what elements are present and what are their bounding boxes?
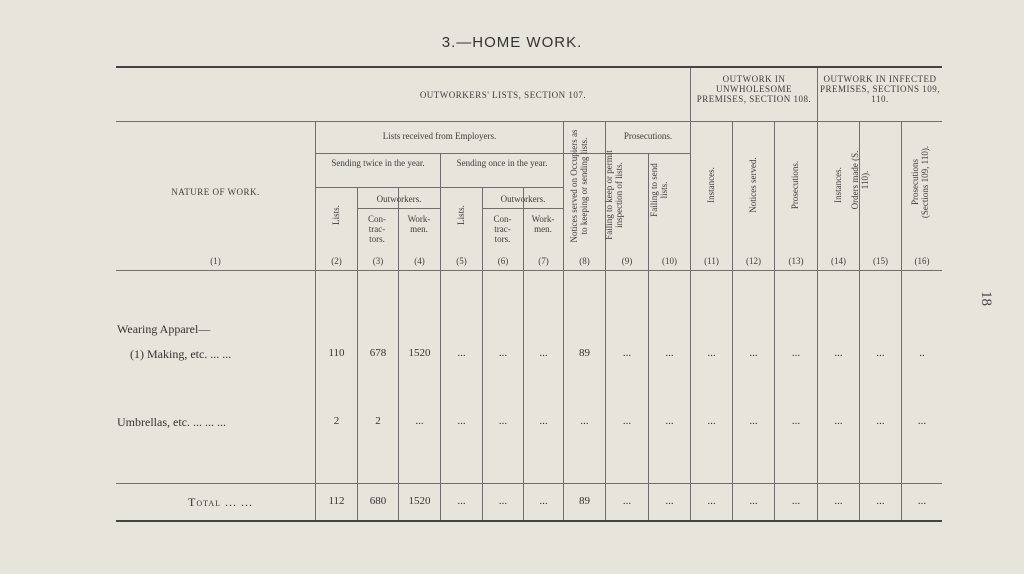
- subhead-line: [357, 208, 440, 209]
- table-cell: ...: [580, 415, 589, 427]
- column-number: (10): [662, 256, 677, 266]
- table-cell: ...: [876, 347, 885, 359]
- header-outworkers: Outworkers.: [376, 194, 422, 204]
- table-cell: 1520: [408, 495, 431, 507]
- table-cell: ...: [622, 495, 632, 507]
- divider: [901, 121, 902, 520]
- table-cell: ...: [665, 415, 674, 427]
- table-cell: ...: [791, 495, 801, 507]
- group-line: [116, 121, 942, 122]
- header-instances: Instances.: [833, 167, 843, 203]
- table-cell: 1520: [408, 347, 431, 359]
- column-number: (12): [746, 256, 761, 266]
- header-failing-send: Failing to send lists.: [649, 163, 669, 217]
- table-cell: ...: [749, 495, 758, 507]
- divider: [732, 121, 733, 520]
- header-lists: Lists.: [331, 205, 341, 225]
- table-cell: ...: [665, 495, 674, 507]
- header-instances: Instances.: [706, 167, 716, 203]
- divider: [440, 153, 441, 520]
- column-number: (15): [873, 256, 888, 266]
- table-cell: ...: [791, 415, 801, 427]
- table-cell: ...: [498, 347, 508, 359]
- row-label: Umbrellas, etc. ... ... ...: [117, 415, 226, 429]
- header-notices-served: Notices served.: [748, 157, 758, 213]
- column-number: (14): [831, 256, 846, 266]
- header-nature-of-work: NATURE OF WORK.: [171, 187, 260, 197]
- table-cell: ..: [919, 347, 925, 359]
- table-cell: 680: [369, 495, 387, 507]
- table-cell: 2: [333, 415, 340, 427]
- subhead-line: [482, 208, 563, 209]
- header-failing-keep: Failing to keep or permit inspection of lists.: [604, 150, 624, 240]
- table-cell: ...: [707, 415, 716, 427]
- table-cell: 678: [369, 347, 387, 359]
- column-number: (3): [372, 256, 384, 266]
- subhead-line: [315, 187, 563, 188]
- header-sending-twice: Sending twice in the year.: [331, 158, 425, 168]
- table-cell: ...: [876, 495, 885, 507]
- header-lists-received: Lists received from Employers.: [382, 131, 497, 141]
- header-lists: Lists.: [456, 205, 466, 225]
- header-notices-occupiers: Notices served on Occupiers as to keeping or sending lists.: [569, 129, 589, 243]
- table-cell: ...: [498, 415, 508, 427]
- table-cell: ...: [539, 495, 548, 507]
- table-cell: ...: [457, 415, 466, 427]
- column-number: (7): [538, 256, 549, 266]
- table-cell: 2: [375, 415, 381, 427]
- table-cell: ...: [622, 415, 632, 427]
- divider: [315, 121, 316, 520]
- total-line: [116, 483, 942, 484]
- column-number: (11): [704, 256, 719, 266]
- table-cell: ...: [834, 495, 843, 507]
- table-cell: ...: [622, 347, 632, 359]
- divider: [774, 121, 775, 520]
- header-prosecutions-col: Prosecutions.: [790, 160, 800, 210]
- header-orders-made: Orders made (S. 110).: [850, 150, 870, 210]
- table-cell: ...: [415, 415, 424, 427]
- header-contractors: Con- trac- tors.: [368, 214, 386, 244]
- column-number: (6): [497, 256, 509, 266]
- table-cell: ...: [749, 415, 758, 427]
- header-prosecutions-sections: Prosecutions (Sections 109, 110).: [910, 145, 930, 219]
- page-number: 18: [978, 291, 994, 306]
- table-cell: 89: [579, 495, 590, 507]
- table-cell: ...: [539, 415, 548, 427]
- top-rule: [116, 66, 942, 68]
- bottom-rule: [116, 520, 942, 522]
- row-label: Wearing Apparel—: [117, 322, 211, 336]
- table-cell: ...: [498, 495, 508, 507]
- column-number: (4): [414, 256, 425, 266]
- header-bottom-line: [116, 270, 942, 271]
- header-workmen: Work- men.: [407, 214, 431, 234]
- table-cell: 110: [328, 347, 345, 359]
- header-workmen: Work- men.: [531, 214, 555, 234]
- total-label: Total ... ...: [188, 495, 254, 509]
- divider: [563, 121, 564, 520]
- table-cell: ...: [834, 415, 843, 427]
- table-cell: ...: [876, 415, 885, 427]
- header-sending-once: Sending once in the year.: [456, 158, 548, 168]
- table-cell: ...: [457, 495, 466, 507]
- table-cell: ...: [749, 347, 758, 359]
- table-cell: ...: [707, 495, 716, 507]
- table-cell: ...: [917, 495, 927, 507]
- table-cell: ...: [707, 347, 716, 359]
- column-number: (16): [914, 256, 930, 266]
- column-number: (8): [579, 256, 590, 266]
- table-cell: ...: [539, 347, 548, 359]
- page-title: 3.—HOME WORK.: [441, 34, 583, 51]
- header-unwholesome: OUTWORK IN UNWHOLESOME PREMISES, SECTION 108.: [696, 74, 812, 104]
- table-cell: ...: [791, 347, 801, 359]
- divider: [817, 68, 818, 520]
- column-number: (1): [210, 256, 221, 266]
- table-cell: 112: [328, 495, 345, 507]
- header-prosecutions: Prosecutions.: [623, 131, 673, 141]
- table-cell: ...: [457, 347, 466, 359]
- column-number: (13): [788, 256, 804, 266]
- header-infected: OUTWORK IN INFECTED PREMISES, SECTIONS 109, 110.: [819, 74, 941, 104]
- divider: [690, 68, 691, 520]
- header-outworkers-lists: OUTWORKERS' LISTS, SECTION 107.: [419, 90, 587, 100]
- row-label: (1) Making, etc. ... ...: [130, 347, 232, 361]
- header-outworkers: Outworkers.: [500, 194, 546, 204]
- column-number: (5): [456, 256, 467, 266]
- table-cell: ...: [834, 347, 843, 359]
- header-contractors: Con- trac- tors.: [493, 214, 512, 244]
- table-cell: ...: [917, 415, 927, 427]
- table-cell: ...: [665, 347, 674, 359]
- column-number: (9): [621, 256, 633, 266]
- column-number: (2): [331, 256, 342, 266]
- table-cell: 89: [579, 347, 590, 359]
